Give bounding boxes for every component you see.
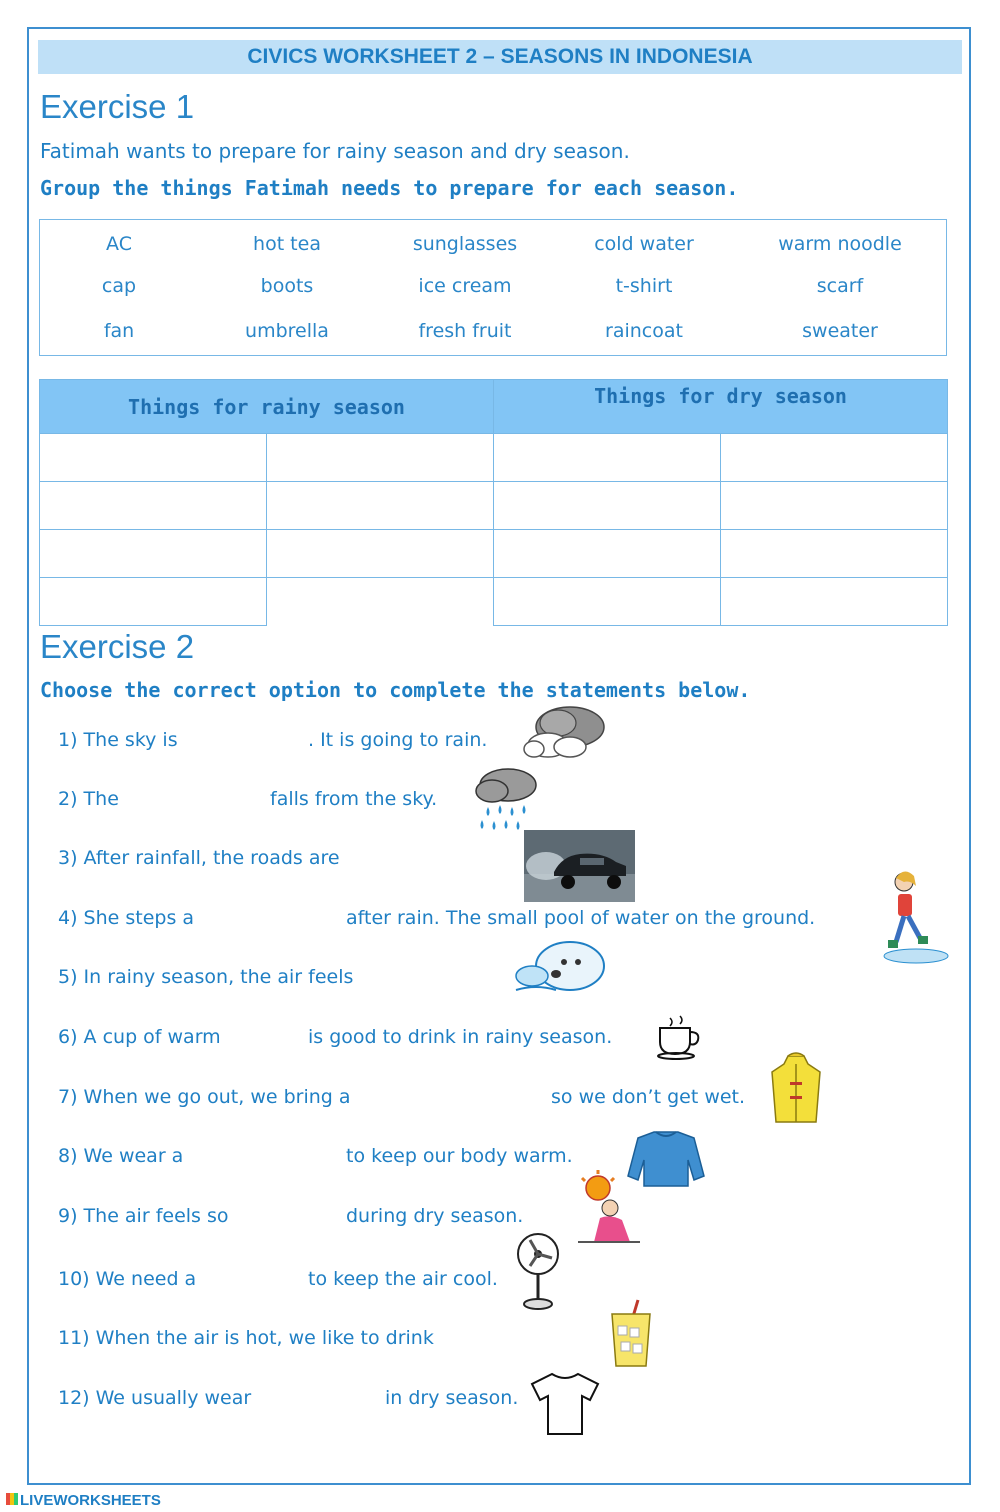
exercise-1-instruction: Group the things Fatimah needs to prepare for each season. <box>40 176 739 200</box>
statement-10-start: 10) We need a <box>58 1268 197 1290</box>
word-item[interactable]: umbrella <box>245 320 329 342</box>
dry-drop-cell[interactable] <box>494 434 721 482</box>
statement-10-end: to keep the air cool. <box>308 1268 498 1290</box>
worksheet-title: CIVICS WORKSHEET 2 – SEASONS IN INDONESIA <box>38 40 962 74</box>
windy-cloud-icon <box>512 936 610 1002</box>
iced-drink-icon <box>606 1298 656 1370</box>
dry-drop-cell[interactable] <box>721 482 948 530</box>
word-item[interactable]: AC <box>106 233 132 255</box>
dry-drop-cell[interactable] <box>494 530 721 578</box>
statement-6-start: 6) A cup of warm <box>58 1026 221 1048</box>
statement-2-start: 2) The <box>58 788 119 810</box>
exercise-1-intro: Fatimah wants to prepare for rainy season and dry season. <box>40 139 630 163</box>
statement-1-end: . It is going to rain. <box>308 729 488 751</box>
dry-drop-cell[interactable] <box>721 578 948 626</box>
word-item[interactable]: warm noodle <box>778 233 902 255</box>
statement-7-start: 7) When we go out, we bring a <box>58 1086 351 1108</box>
exercise-2-heading: Exercise 2 <box>40 628 195 665</box>
statement-9-start: 9) The air feels so <box>58 1205 229 1227</box>
word-item[interactable]: cold water <box>594 233 694 255</box>
cloudy-sky-icon <box>520 703 610 765</box>
dry-drop-cell[interactable] <box>494 578 721 626</box>
word-item[interactable]: sunglasses <box>412 233 518 255</box>
statement-11-start: 11) When the air is hot, we like to drink <box>58 1327 434 1349</box>
word-item[interactable]: sweater <box>802 320 878 342</box>
word-item[interactable]: ice cream <box>418 275 512 297</box>
word-item[interactable]: hot tea <box>253 233 321 255</box>
word-item[interactable]: fan <box>103 320 135 342</box>
rainy-drop-cell[interactable] <box>267 434 494 482</box>
electric-fan-icon <box>512 1230 562 1314</box>
statement-3-start: 3) After rainfall, the roads are <box>58 847 340 869</box>
word-item[interactable]: fresh fruit <box>418 320 512 342</box>
statement-9-end: during dry season. <box>346 1205 524 1227</box>
statement-8-end: to keep our body warm. <box>346 1145 573 1167</box>
dry-drop-cell[interactable] <box>721 530 948 578</box>
sorting-table <box>39 379 948 626</box>
statement-4-start: 4) She steps a <box>58 907 195 929</box>
dry-drop-cell[interactable] <box>721 434 948 482</box>
empty-cell <box>267 578 494 626</box>
tshirt-icon <box>530 1370 600 1438</box>
footer-brand: LIVEWORKSHEETS <box>20 1492 161 1509</box>
word-item[interactable]: boots <box>260 275 314 297</box>
statement-6-end: is good to drink in rainy season. <box>308 1026 613 1048</box>
liveworksheets-logo <box>6 1492 161 1509</box>
exercise-1-heading: Exercise 1 <box>40 88 195 125</box>
rain-cloud-icon <box>470 765 542 837</box>
dry-drop-cell[interactable] <box>494 482 721 530</box>
rainy-drop-cell[interactable] <box>40 482 267 530</box>
dry-season-header: Things for dry season <box>494 380 948 434</box>
statement-5-start: 5) In rainy season, the air feels <box>58 966 354 988</box>
statement-8-start: 8) We wear a <box>58 1145 184 1167</box>
hot-sun-person-icon <box>570 1168 650 1248</box>
tea-cup-icon <box>654 1014 706 1060</box>
statement-12-start: 12) We usually wear <box>58 1387 252 1409</box>
rainy-season-header: Things for rainy season <box>40 380 494 434</box>
word-item[interactable]: scarf <box>816 275 864 297</box>
statement-7-end: so we don’t get wet. <box>551 1086 746 1108</box>
rainy-drop-cell[interactable] <box>267 482 494 530</box>
exercise-2-instruction: Choose the correct option to complete the statements below. <box>40 678 751 702</box>
statement-2-end: falls from the sky. <box>270 788 438 810</box>
rainy-drop-cell[interactable] <box>267 530 494 578</box>
logo-mark-icon <box>6 1493 18 1505</box>
raincoat-icon <box>768 1052 824 1134</box>
rainy-drop-cell[interactable] <box>40 530 267 578</box>
word-item[interactable]: cap <box>101 275 137 297</box>
statement-1-start: 1) The sky is <box>58 729 178 751</box>
rainy-drop-cell[interactable] <box>40 578 267 626</box>
statement-12-end: in dry season. <box>385 1387 519 1409</box>
word-item[interactable]: t-shirt <box>615 275 673 297</box>
puddle-girl-icon <box>874 864 950 970</box>
wet-road-car-icon <box>524 830 635 902</box>
word-item[interactable]: raincoat <box>605 320 683 342</box>
statement-4-end: after rain. The small pool of water on the ground. <box>346 907 816 929</box>
rainy-drop-cell[interactable] <box>40 434 267 482</box>
